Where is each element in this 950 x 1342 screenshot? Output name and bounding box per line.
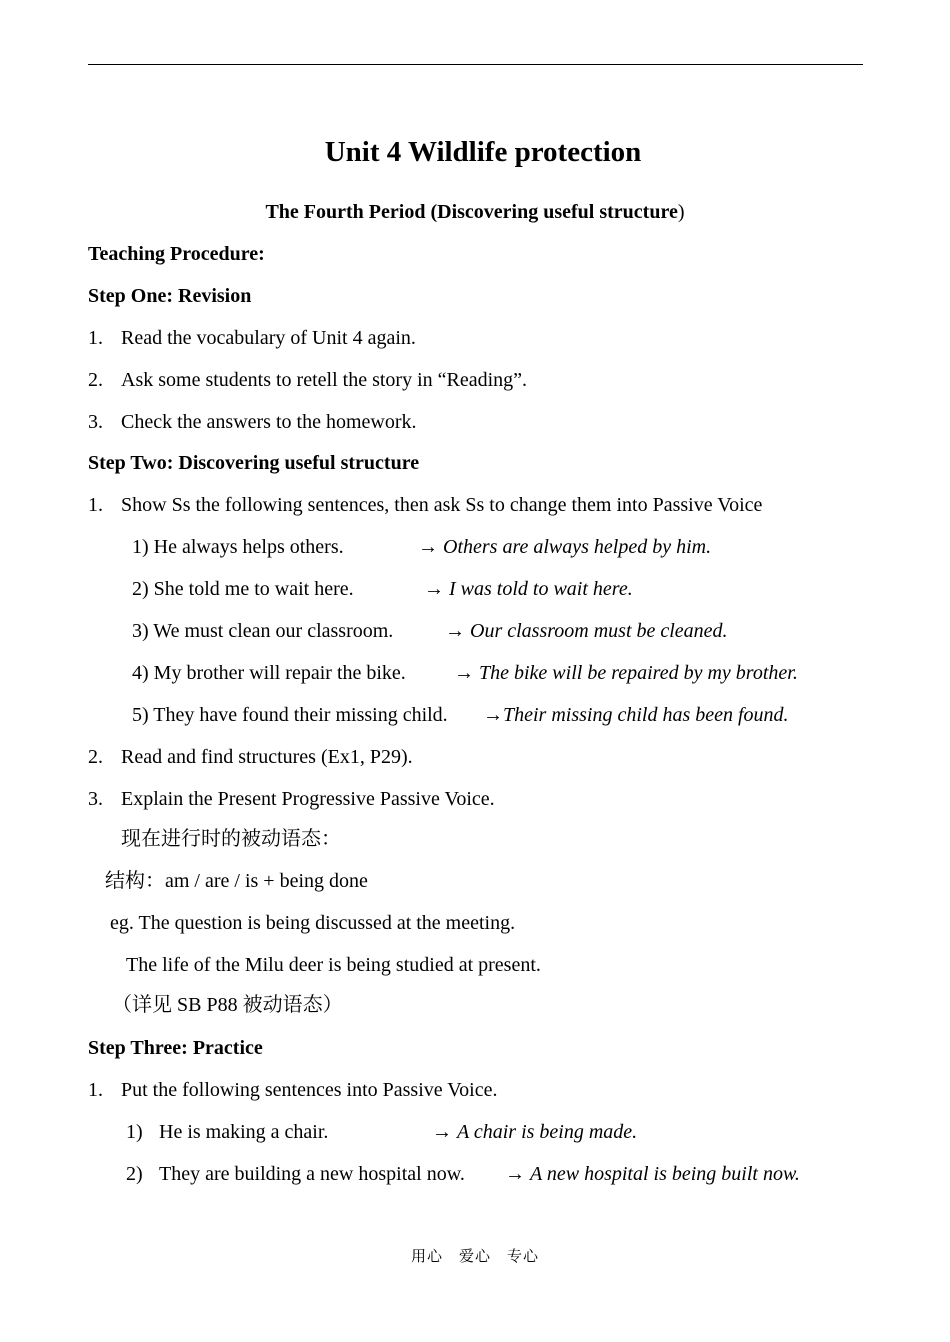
passive-text: The bike will be repaired by my brother.	[479, 662, 798, 684]
example-passive	[445, 619, 728, 643]
arrow-icon: →	[418, 536, 438, 558]
example-active: 1) He always helps others.	[132, 536, 344, 558]
example-active: 4) My brother will repair the bike.	[132, 662, 406, 684]
arrow-icon: →	[445, 620, 465, 642]
example-passive	[454, 661, 798, 685]
active-text: They are building a new hospital now.	[159, 1163, 465, 1185]
list-number: 1)	[126, 1121, 143, 1143]
list-number: 1.	[88, 327, 103, 349]
passive-text: I was told to wait here.	[449, 578, 633, 600]
example-passive	[483, 703, 789, 727]
list-text: Show Ss the following sentences, then ask Ss to change them into Passive Voice	[121, 494, 763, 516]
list-text: Read and find structures (Ex1, P29).	[121, 746, 413, 768]
reference-note: （详见 SB P88 被动语态）	[112, 994, 343, 1016]
passive-text: Our classroom must be cleaned.	[470, 620, 728, 642]
passive-text: A chair is being made.	[457, 1121, 638, 1143]
procedure-heading: Teaching Procedure:	[88, 243, 265, 265]
header-rule	[88, 64, 863, 65]
list-text: Read the vocabulary of Unit 4 again.	[121, 327, 416, 349]
example-sentence: eg. The question is being discussed at the meeting.	[110, 912, 516, 934]
page-footer: 用心 爱心 专心	[410, 1249, 539, 1265]
list-text: Explain the Present Progressive Passive Voice.	[121, 788, 495, 810]
list-item	[88, 326, 416, 350]
list-number: 3.	[88, 788, 103, 810]
list-text: Put the following sentences into Passive Voice.	[121, 1079, 498, 1101]
arrow-icon: →	[505, 1163, 525, 1185]
list-item	[88, 493, 762, 517]
structure-formula: 结构：am / are / is + being done	[105, 870, 368, 892]
passive-text: Their missing child has been found.	[503, 704, 789, 726]
document-title: Unit 4 Wildlife protection	[324, 136, 642, 168]
list-number: 2.	[88, 746, 103, 768]
example-sentence: The life of the Milu deer is being studied at present.	[126, 954, 541, 976]
practice-active	[126, 1162, 465, 1186]
passive-text: A new hospital is being built now.	[530, 1163, 800, 1185]
list-number: 2)	[126, 1163, 143, 1185]
arrow-icon: →	[432, 1121, 452, 1143]
list-item	[88, 745, 413, 769]
step1-heading: Step One: Revision	[88, 285, 252, 307]
step2-heading: Step Two: Discovering useful structure	[88, 452, 420, 474]
example-active: 5) They have found their missing child.	[132, 704, 448, 726]
example-passive	[424, 577, 633, 601]
active-text: He is making a chair.	[159, 1121, 329, 1143]
list-text: Check the answers to the homework.	[121, 411, 417, 433]
example-active: 3) We must clean our classroom.	[132, 620, 394, 642]
example-passive	[418, 535, 711, 559]
arrow-icon: →	[483, 704, 503, 726]
subtitle-close: )	[677, 201, 685, 223]
passive-text: Others are always helped by him.	[443, 536, 712, 558]
practice-passive	[432, 1120, 637, 1144]
example-active: 2) She told me to wait here.	[132, 578, 354, 600]
cn-heading: 现在进行时的被动语态：	[121, 828, 341, 850]
subtitle-text: The Fourth Period (Discovering useful structure	[265, 201, 678, 223]
list-number: 1.	[88, 1079, 103, 1101]
list-number: 3.	[88, 411, 103, 433]
list-number: 2.	[88, 369, 103, 391]
list-item	[88, 1078, 497, 1102]
list-item	[88, 368, 527, 392]
list-text: Ask some students to retell the story in “Reading”.	[121, 369, 528, 391]
period-subtitle	[0, 200, 950, 224]
step3-heading: Step Three: Practice	[88, 1037, 263, 1059]
list-number: 1.	[88, 494, 103, 516]
arrow-icon: →	[454, 662, 474, 684]
practice-passive	[505, 1162, 800, 1186]
practice-active	[126, 1120, 328, 1144]
list-item	[88, 787, 495, 811]
list-item	[88, 410, 416, 434]
arrow-icon: →	[424, 578, 444, 600]
